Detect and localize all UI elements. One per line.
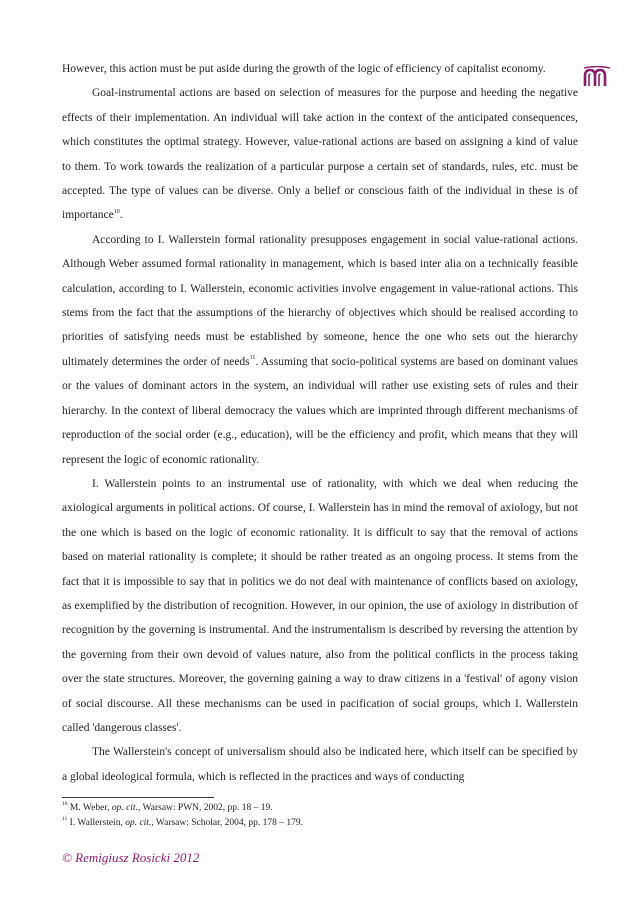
footnote-divider	[62, 797, 214, 798]
paragraph: However, this action must be put aside during the growth of the logic of efficiency of capitalist economy.	[62, 63, 546, 75]
paragraph: The Wallerstein's concept of universalism should also be indicated here, which itself can be specified by a global ideological formula, which is reflected in the practices and ways of conducting	[62, 746, 578, 783]
publisher-logo-icon	[583, 66, 611, 88]
footnote-ref[interactable]: 10	[113, 208, 120, 215]
footnotes	[62, 801, 578, 831]
paragraph: According to I. Wallerstein formal rationality presupposes engagement in social value-rational actions. Although Weber assumed formal rationality in management, which is based inter alia on a technically feasible calculation, according to I. Wallerstein, economic activities involve engagement in value-rational actions. This stems from the fact that the assumptions of the hierarchy of objectives which should be realised according to priorities of satisfying needs must be established by someone, hence the one who sets out the hierarchy ultimately determines the order of needs$^{11}$. Assuming that socio-political systems are based on dominant values or the values of dominant actors in the system, an individual will rather use existing sets of rules and their hierarchy. In the context of liberal democracy the values which are imprinted through different mechanisms of reproduction of the social order (e.g., education), will be the efficiency and profit, which means that they will represent the logic of economic rationality.	[62, 233, 578, 466]
copyright-notice: © Remigiusz Rosicki 2012	[62, 850, 200, 865]
paragraph: I. Wallerstein points to an instrumental use of rationality, with which we deal when reducing the axiological arguments in political actions. Of course, I. Wallerstein has in mind the removal of axiology, but not the one which is based on the logic of economic rationality. It is difficult to say that the removal of actions based on material rationality is complete; it should be rather treated as an ongoing process. It stems from the fact that it is impossible to say that in politics we do not deal with maintenance of conflicts based on axiology, as exemplified by the distribution of recognition. However, in our opinion, the use of axiology in distribution of recognition by the governing is instrumental. And the instrumentalism is described by reversing the attention by the governing from their own devoid of values nature, also from the political conflicts in the process taking over the state structures. Moreover, the governing gaining a way to draw citizens in a 'festival' of agony vision of social discourse. All these mechanisms can be used in pacification of social groups, which I. Wallerstein called 'dangerous classes'.	[62, 477, 578, 734]
body-text	[62, 57, 578, 789]
footnote-ref[interactable]: 11	[249, 355, 256, 362]
paragraph: Goal-instrumental actions are based on selection of measures for the purpose and heeding the negative effects of their implementation. An individual will take action in the context of the anticipated consequences, which constitutes the optimal strategy. However, value-rational actions are based on assigning a kind of value to them. To work towards the realization of a particular purpose a certain set of standards, rules, etc. must be accepted. The type of values can be diverse. Only a belief or conscious faith of the individual in these is of importance$^{10}$.	[62, 87, 578, 222]
footnote: $^{10}$ M. Weber, op. cit., Warsaw: PWN, 2002, pp. 18 – 19.	[62, 800, 273, 813]
footnote: $^{11}$ I. Wallerstein, op. cit., Warsaw: Scholar, 2004, pp. 178 – 179.	[62, 815, 304, 828]
